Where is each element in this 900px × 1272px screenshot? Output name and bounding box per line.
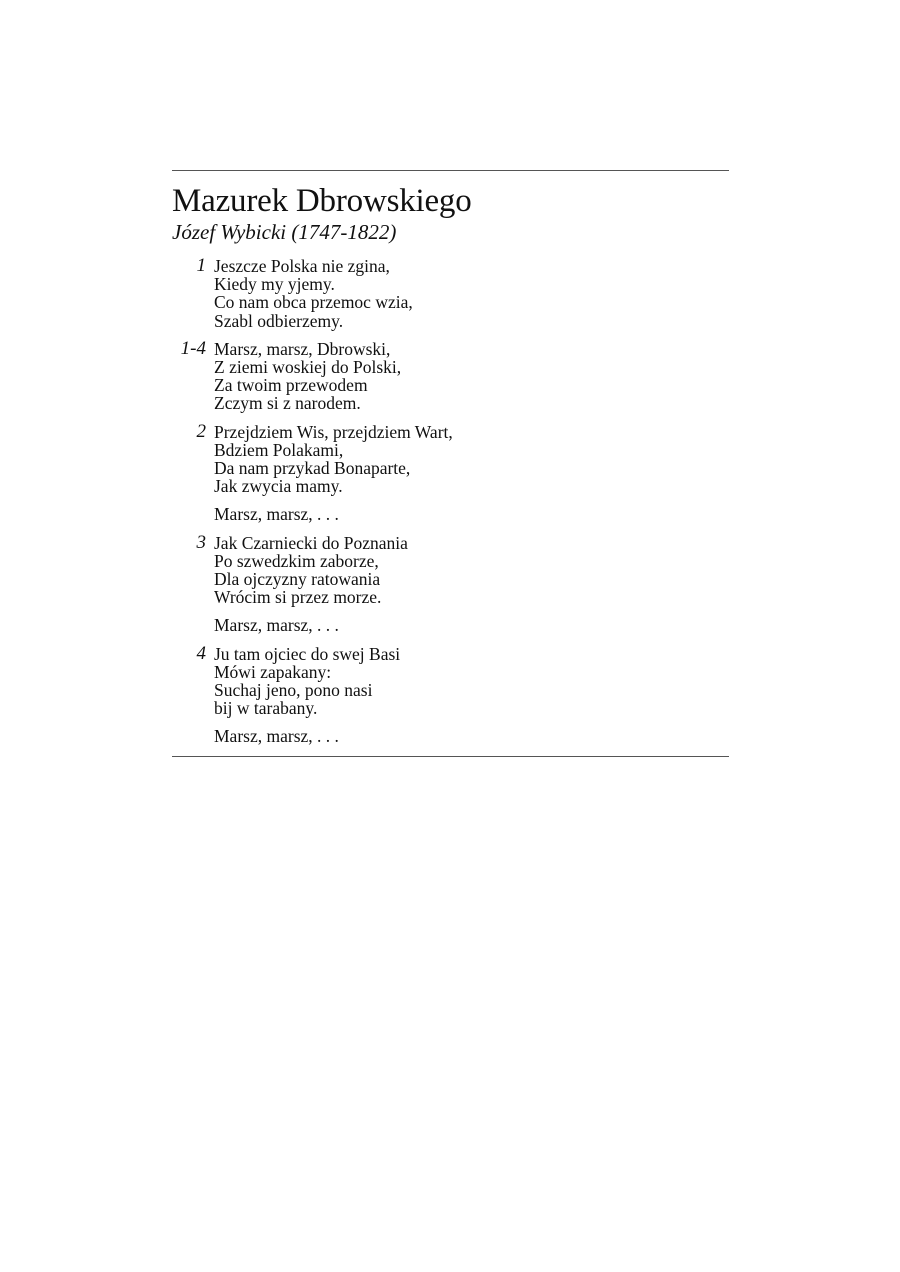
refrain-reference: [172, 727, 729, 745]
stanza-list: [172, 257, 729, 746]
verse-line: Szabl odbierzemy.: [214, 310, 344, 331]
verse-line: Marsz, marsz, . . .: [214, 504, 339, 525]
verse-line: Bdziem Polakami,: [214, 439, 344, 460]
stanza-number: 3: [196, 531, 206, 553]
stanza-lines: [214, 257, 729, 330]
verse-line: Kiedy my yjemy.: [214, 274, 335, 295]
stanza: [172, 420, 729, 497]
verse-line: Za twoim przewodem: [214, 375, 368, 396]
song-author: Józef Wybicki (1747-1822): [172, 220, 397, 244]
stanza-number: 1: [196, 255, 206, 276]
bottom-rule: [172, 756, 729, 757]
verse-line: Z ziemi woskiej do Polski,: [214, 357, 402, 378]
top-rule: [172, 170, 729, 171]
verse-line: Da nam przykad Bonaparte,: [214, 458, 411, 479]
verse-line: Dla ojczyzny ratowania: [214, 569, 381, 590]
verse-line: Jak Czarniecki do Poznania: [214, 532, 408, 553]
stanza-number: 1-4: [180, 337, 206, 359]
verse-line: Suchaj jeno, pono nasi: [214, 680, 373, 701]
verse-line: Marsz, marsz, . . .: [214, 726, 339, 747]
refrain-reference: [172, 616, 729, 634]
stanza-lines: [214, 505, 729, 523]
stanza-lines: [214, 340, 729, 413]
stanza-lines: [214, 727, 729, 745]
stanza-lines: [214, 616, 729, 634]
verse-line: bij w tarabany.: [214, 698, 318, 719]
stanza: [172, 642, 729, 719]
verse-line: Wrócim si przez morze.: [214, 587, 382, 608]
stanza-number: 2: [196, 420, 206, 442]
verse-line: Marsz, marsz, . . .: [214, 615, 339, 636]
song-title: Mazurek Dbrowskiego: [172, 183, 472, 219]
stanza: [172, 257, 729, 330]
stanza: [172, 531, 729, 608]
stanza-lines: [214, 534, 729, 607]
verse-line: Marsz, marsz, Dbrowski,: [214, 338, 391, 359]
stanza-lines: [214, 423, 729, 496]
verse-line: Zczym si z narodem.: [214, 393, 361, 414]
verse-line: Jak zwycia mamy.: [214, 476, 343, 497]
stanza: [172, 337, 729, 414]
verse-line: Przejdziem Wis, przejdziem Wart,: [214, 421, 453, 442]
verse-line: Ju tam ojciec do swej Basi: [214, 643, 401, 664]
verse-line: Po szwedzkim zaborze,: [214, 550, 379, 571]
verse-line: Co nam obca przemoc wzia,: [214, 292, 413, 313]
verse-line: Mówi zapakany:: [214, 661, 332, 682]
song-block: [172, 170, 729, 757]
stanza-lines: [214, 645, 729, 718]
refrain-reference: [172, 505, 729, 523]
stanza-number: 4: [196, 642, 206, 664]
verse-line: Jeszcze Polska nie zgina,: [214, 256, 390, 276]
